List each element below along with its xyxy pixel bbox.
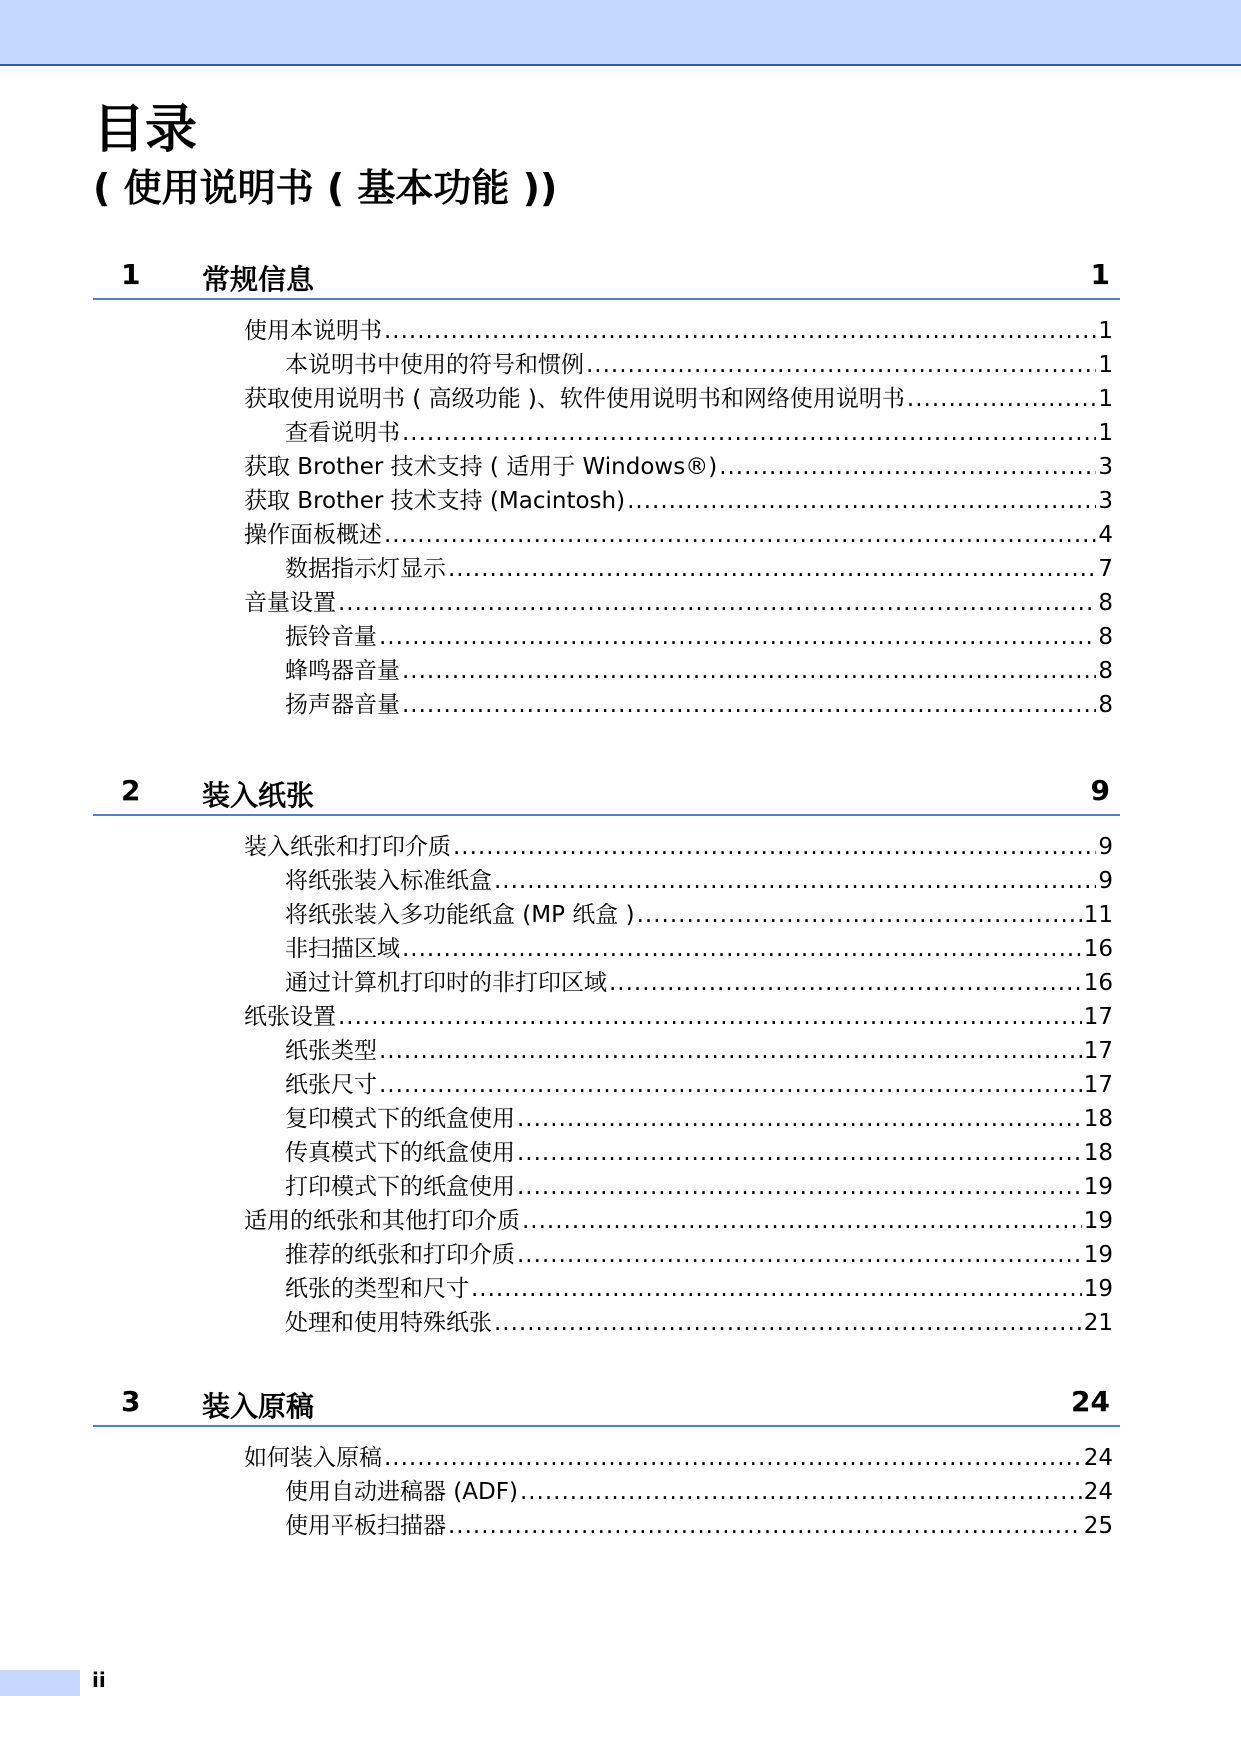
dot-leader <box>522 1204 1082 1238</box>
toc-entry-text: 通过计算机打印时的非打印区域 <box>285 970 607 996</box>
dot-leader <box>379 1068 1082 1102</box>
toc-entry-page: 19 <box>1083 1242 1113 1268</box>
dot-leader <box>719 450 1096 484</box>
toc-entry[interactable] <box>285 1102 1113 1136</box>
toc-entry-page: 19 <box>1083 1208 1113 1234</box>
toc-entry-page: 4 <box>1098 522 1113 548</box>
dot-leader <box>637 898 1082 932</box>
dot-leader <box>517 1136 1082 1170</box>
dot-leader <box>471 1272 1082 1306</box>
toc-entry-text: 使用自动进稿器 (ADF) <box>285 1479 518 1505</box>
toc-entry-text: 非扫描区域 <box>285 936 400 962</box>
title-block <box>93 100 557 212</box>
chapter-number: 1 <box>121 258 141 291</box>
toc-entry-text: 复印模式下的纸盒使用 <box>285 1106 515 1132</box>
toc-entry-text: 振铃音量 <box>285 624 377 650</box>
toc-entry-text: 装入纸张和打印介质 <box>244 834 451 860</box>
toc-entry-page: 16 <box>1083 936 1113 962</box>
toc-entry-page: 8 <box>1098 692 1113 718</box>
dot-leader <box>402 654 1096 688</box>
header-band <box>0 0 1241 66</box>
dot-leader <box>402 688 1096 722</box>
toc-entry-text: 将纸张装入标准纸盒 <box>285 868 492 894</box>
toc-entry[interactable] <box>285 348 1113 382</box>
dot-leader <box>384 518 1096 552</box>
dot-leader <box>453 830 1096 864</box>
toc-list <box>93 830 1120 1340</box>
toc-entry-text: 纸张类型 <box>285 1038 377 1064</box>
toc-entry[interactable] <box>244 450 1113 484</box>
toc-entry-page: 17 <box>1083 1038 1113 1064</box>
toc-entry[interactable] <box>244 830 1113 864</box>
toc-entry[interactable] <box>244 484 1113 518</box>
toc-entry-page: 8 <box>1098 590 1113 616</box>
dot-leader <box>907 382 1096 416</box>
toc-entry-text: 纸张设置 <box>244 1004 336 1030</box>
toc-entry-page: 19 <box>1083 1174 1113 1200</box>
chapter-heading[interactable] <box>93 1385 1120 1427</box>
toc-entry-text: 纸张尺寸 <box>285 1072 377 1098</box>
toc-entry[interactable] <box>285 1272 1113 1306</box>
toc-entry-text: 处理和使用特殊纸张 <box>285 1310 492 1336</box>
toc-entry-text: 音量设置 <box>244 590 336 616</box>
dot-leader <box>448 1509 1082 1543</box>
dot-leader <box>384 314 1096 348</box>
dot-leader <box>586 348 1096 382</box>
toc-list <box>93 314 1120 722</box>
toc-entry-text: 扬声器音量 <box>285 692 400 718</box>
toc-entry-page: 1 <box>1098 420 1113 446</box>
chapter-page: 9 <box>1090 774 1110 807</box>
toc-entry-text: 蜂鸣器音量 <box>285 658 400 684</box>
dot-leader <box>494 864 1096 898</box>
dot-leader <box>379 620 1096 654</box>
dot-leader <box>520 1475 1082 1509</box>
dot-leader <box>379 1034 1082 1068</box>
dot-leader <box>402 932 1082 966</box>
toc-entry-text: 如何装入原稿 <box>244 1445 382 1471</box>
page-number: ii <box>92 1668 106 1692</box>
chapter-title: 装入纸张 <box>202 779 315 812</box>
toc-entry-page: 17 <box>1083 1004 1113 1030</box>
toc-entry-page: 24 <box>1083 1445 1113 1471</box>
toc-entry-text: 数据指示灯显示 <box>285 556 446 582</box>
toc-entry[interactable] <box>285 1475 1113 1509</box>
toc-entry[interactable] <box>285 932 1113 966</box>
toc-entry[interactable] <box>285 1238 1113 1272</box>
toc-entry-text: 本说明书中使用的符号和惯例 <box>285 352 584 378</box>
toc-entry[interactable] <box>244 518 1113 552</box>
toc-entry[interactable] <box>244 314 1113 348</box>
toc-entry[interactable] <box>285 688 1113 722</box>
toc-entry[interactable] <box>285 1306 1113 1340</box>
toc-entry-page: 18 <box>1083 1106 1113 1132</box>
toc-entry-text: 将纸张装入多功能纸盒 (MP 纸盒 ) <box>285 902 635 928</box>
toc-entry-page: 1 <box>1098 386 1113 412</box>
chapter-2 <box>93 774 1120 1340</box>
chapter-number: 3 <box>121 1385 141 1418</box>
toc-entry-text: 获取使用说明书 ( 高级功能 )、软件使用说明书和网络使用说明书 <box>244 386 905 412</box>
toc-entry-text: 获取 Brother 技术支持 ( 适用于 Windows®) <box>244 454 718 480</box>
chapter-heading[interactable] <box>93 774 1120 816</box>
dot-leader <box>448 552 1096 586</box>
dot-leader <box>517 1102 1082 1136</box>
toc-entry[interactable] <box>244 586 1113 620</box>
toc-entry[interactable] <box>244 1441 1113 1475</box>
toc-entry-text: 获取 Brother 技术支持 (Macintosh) <box>244 488 626 514</box>
toc-entry[interactable] <box>285 1170 1113 1204</box>
toc-entry-page: 1 <box>1098 318 1113 344</box>
toc-entry[interactable] <box>285 864 1113 898</box>
chapter-3 <box>93 1385 1120 1543</box>
toc-entry-page: 24 <box>1083 1479 1113 1505</box>
page-subtitle: ( 使用说明书 ( 基本功能 )) <box>93 166 558 210</box>
toc-entry-page: 9 <box>1098 834 1113 860</box>
toc-entry-text: 操作面板概述 <box>244 522 382 548</box>
toc-entry[interactable] <box>285 416 1113 450</box>
toc-entry[interactable] <box>285 1034 1113 1068</box>
dot-leader <box>609 966 1082 1000</box>
chapter-title: 装入原稿 <box>202 1390 315 1423</box>
toc-entry[interactable] <box>285 552 1113 586</box>
dot-leader <box>338 586 1096 620</box>
toc-entry[interactable] <box>285 1509 1113 1543</box>
toc-entry-text: 查看说明书 <box>285 420 400 446</box>
toc-entry-text: 传真模式下的纸盒使用 <box>285 1140 515 1166</box>
chapter-heading[interactable] <box>93 258 1120 300</box>
footer-band <box>0 1670 80 1696</box>
toc-entry-page: 9 <box>1098 868 1113 894</box>
chapter-title: 常规信息 <box>202 263 315 296</box>
toc-entry-text: 推荐的纸张和打印介质 <box>285 1242 515 1268</box>
chapter-page: 1 <box>1090 258 1110 291</box>
toc-entry-page: 1 <box>1098 352 1113 378</box>
toc-entry-text: 打印模式下的纸盒使用 <box>285 1174 515 1200</box>
toc-entry-page: 25 <box>1083 1513 1113 1539</box>
toc-entry[interactable] <box>244 382 1113 416</box>
dot-leader <box>517 1170 1082 1204</box>
toc-entry-page: 7 <box>1098 556 1113 582</box>
toc-entry[interactable] <box>285 654 1113 688</box>
toc-entry-page: 11 <box>1083 902 1113 928</box>
toc-entry-page: 16 <box>1083 970 1113 996</box>
toc-entry-text: 纸张的类型和尺寸 <box>285 1276 469 1302</box>
dot-leader <box>384 1441 1082 1475</box>
toc-entry-page: 3 <box>1098 488 1113 514</box>
toc-entry-text: 使用平板扫描器 <box>285 1513 446 1539</box>
toc-entry[interactable] <box>285 1136 1113 1170</box>
dot-leader <box>402 416 1096 450</box>
toc-entry[interactable] <box>285 1068 1113 1102</box>
toc-entry[interactable] <box>244 1000 1113 1034</box>
dot-leader <box>627 484 1096 518</box>
toc-entry[interactable] <box>285 898 1113 932</box>
chapter-1 <box>93 258 1120 722</box>
toc-entry-text: 使用本说明书 <box>244 318 382 344</box>
dot-leader <box>338 1000 1082 1034</box>
toc-entry[interactable] <box>244 1204 1113 1238</box>
toc-entry-page: 17 <box>1083 1072 1113 1098</box>
chapter-page: 24 <box>1071 1385 1110 1418</box>
toc-entry-text: 适用的纸张和其他打印介质 <box>244 1208 520 1234</box>
toc-entry-page: 21 <box>1083 1310 1113 1336</box>
toc-entry[interactable] <box>285 966 1113 1000</box>
toc-entry-page: 18 <box>1083 1140 1113 1166</box>
page-title: 目录 <box>93 100 198 160</box>
toc-entry[interactable] <box>285 620 1113 654</box>
dot-leader <box>517 1238 1082 1272</box>
toc-entry-page: 19 <box>1083 1276 1113 1302</box>
toc-entry-page: 8 <box>1098 658 1113 684</box>
chapter-number: 2 <box>121 774 141 807</box>
toc-entry-page: 3 <box>1098 454 1113 480</box>
toc-list <box>93 1441 1120 1543</box>
toc-entry-page: 8 <box>1098 624 1113 650</box>
dot-leader <box>494 1306 1082 1340</box>
